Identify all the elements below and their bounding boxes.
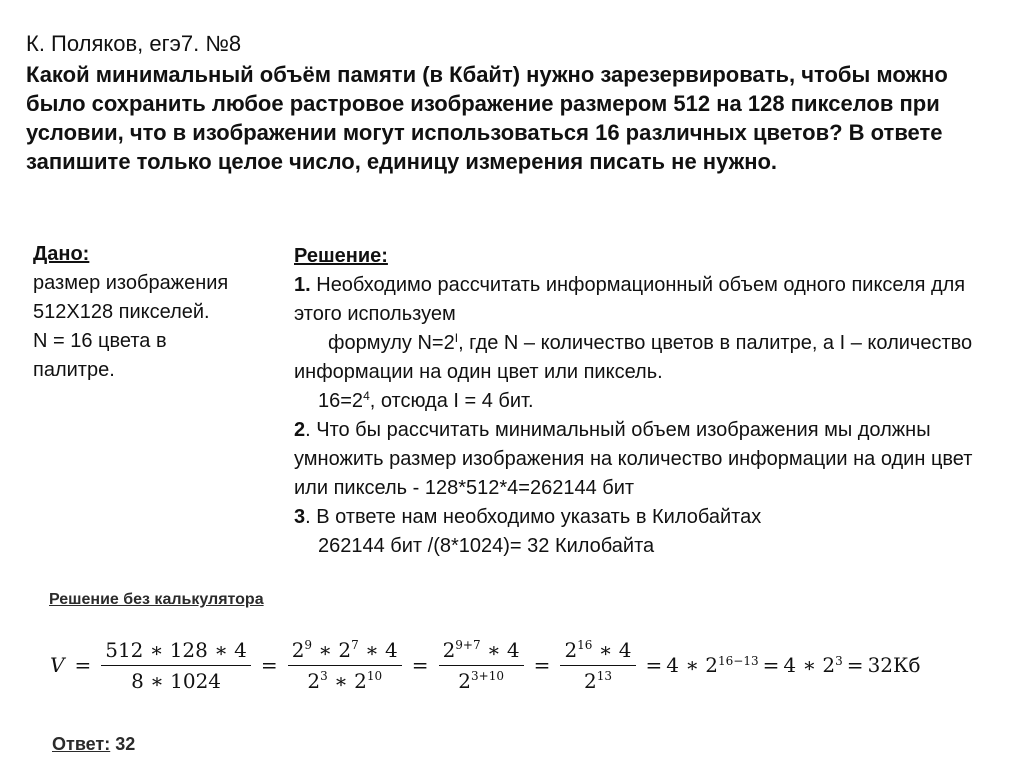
solution-step-3 (294, 503, 1006, 532)
equals-sign: = (260, 653, 278, 677)
given-title: Дано: (33, 243, 90, 265)
numerator: 512 ∗ 128 ∗ 4 (101, 638, 251, 666)
solution-section (294, 242, 1006, 561)
solution-formula-line (294, 329, 1006, 387)
answer-label: Ответ: (52, 734, 111, 754)
equals-sign: = (74, 653, 92, 677)
calc-section-title: Решение без калькулятора (49, 591, 264, 608)
denominator: $2^{13}$ (583, 668, 612, 693)
formula-result: 32Кб (867, 653, 921, 677)
author-line: К. Поляков, егэ7. №8 (26, 31, 242, 56)
formula-exponent: I (454, 331, 459, 345)
calc-post: , отсюда I = 4 бит. (369, 390, 534, 412)
equals-sign: = (762, 653, 780, 677)
calc-exponent: 4 (363, 389, 370, 403)
step-text: . В ответе нам необходимо указать в Килобайтах (305, 506, 762, 528)
calc-formula (50, 632, 921, 698)
given-line: N = 16 цвета в (33, 330, 167, 352)
numerator: $2^{9+7}$ ∗ 4 (439, 638, 524, 666)
equals-sign: = (411, 653, 429, 677)
power-term: 4 ∗ $2^3$ (783, 653, 843, 677)
given-section (33, 240, 278, 385)
formula-post: , где N – количество цветов в палитре, а I – количество информации на один цвет или пиксель. (294, 332, 973, 383)
step-number: 1. (294, 274, 311, 296)
denominator: 8 ∗ 1024 (131, 668, 222, 693)
fraction-3 (439, 638, 524, 693)
solution-final-line: 262144 бит /(8*1024)= 32 Килобайта (318, 535, 655, 557)
calc-pre: 16=2 (318, 390, 364, 412)
formula-variable: V (50, 653, 65, 677)
step-text: Необходимо рассчитать информационный объем одного пикселя для этого используем (294, 274, 966, 325)
solution-step-1 (294, 271, 1006, 329)
answer-value: 32 (110, 734, 136, 754)
denominator: $2^3$ ∗ $2^{10}$ (307, 668, 383, 693)
given-line: 512X128 пикселей. (33, 301, 210, 323)
power-term: 4 ∗ $2^{16-13}$ (666, 653, 759, 677)
equals-sign: = (846, 653, 864, 677)
step-text: . Что бы рассчитать минимальный объем изображения мы должны умножить размер изображения на количество информации на один цвет или пиксель - 128*512*4=262144 бит (294, 419, 973, 499)
equals-sign: = (645, 653, 663, 677)
solution-step-2 (294, 416, 1006, 503)
solution-title: Решение: (294, 245, 388, 267)
given-line: размер изображения (33, 272, 229, 294)
answer-line (52, 734, 135, 755)
solution-calc-line (294, 387, 1006, 416)
step-number: 3 (294, 506, 306, 528)
numerator: $2^9$ ∗ $2^7$ ∗ 4 (288, 638, 402, 666)
step-number: 2 (294, 419, 306, 441)
fraction-2 (288, 638, 402, 693)
formula-pre: формулу N=2 (328, 332, 455, 354)
given-line: палитре. (33, 359, 115, 381)
fraction-1 (101, 638, 251, 693)
denominator: $2^{3+10}$ (458, 668, 504, 693)
equals-sign: = (533, 653, 551, 677)
numerator: $2^{16}$ ∗ 4 (560, 638, 635, 666)
question-text: Какой минимальный объём памяти (в Кбайт) нужно зарезервировать, чтобы можно было сохранить любое растровое изображение размером 512 на 128 пикселов при условии, что в изображении могут использоваться 16 различных цветов? В ответе запишите только целое число, единицу измерения писать не нужно. (26, 62, 948, 174)
fraction-4 (560, 638, 635, 693)
